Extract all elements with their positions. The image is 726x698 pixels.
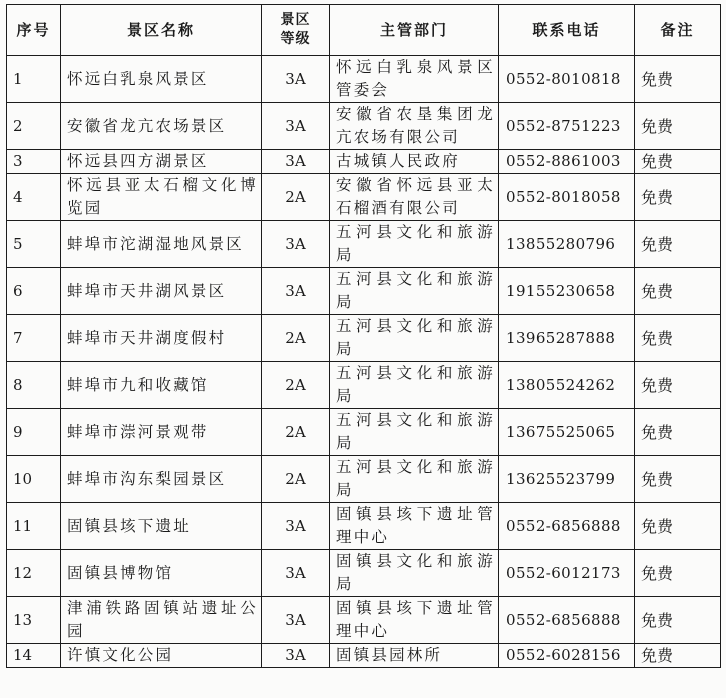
cell-note: 免费 [635, 315, 721, 362]
cell-scenic-name: 津浦铁路固镇站遗址公园 [61, 597, 262, 644]
cell-scenic-name: 固镇县博物馆 [61, 550, 262, 597]
cell-no: 13 [7, 597, 61, 644]
cell-level: 3A [262, 56, 330, 103]
cell-note: 免费 [635, 503, 721, 550]
cell-no: 9 [7, 409, 61, 456]
cell-level: 2A [262, 315, 330, 362]
cell-note: 免费 [635, 409, 721, 456]
header-level-line2: 等级 [280, 31, 311, 47]
cell-no: 5 [7, 221, 61, 268]
table-row [7, 409, 721, 456]
cell-phone: 0552-6012173 [499, 550, 635, 597]
cell-phone: 13855280796 [499, 221, 635, 268]
header-dept: 主管部门 [330, 5, 499, 56]
header-level-line1: 景区 [280, 12, 311, 28]
table-row [7, 56, 721, 103]
cell-department: 安徽省农垦集团龙亢农场有限公司 [330, 103, 499, 150]
cell-phone: 13675525065 [499, 409, 635, 456]
cell-department: 固镇县园林所 [330, 644, 499, 668]
cell-scenic-name: 固镇县垓下遗址 [61, 503, 262, 550]
cell-phone: 0552-6856888 [499, 503, 635, 550]
cell-scenic-name: 怀远县四方湖景区 [61, 150, 262, 174]
cell-note: 免费 [635, 362, 721, 409]
cell-department: 五河县文化和旅游局 [330, 268, 499, 315]
cell-note: 免费 [635, 103, 721, 150]
cell-level: 3A [262, 103, 330, 150]
cell-note: 免费 [635, 150, 721, 174]
cell-no: 7 [7, 315, 61, 362]
cell-scenic-name: 蚌埠市天井湖度假村 [61, 315, 262, 362]
scenic-area-table [6, 4, 721, 668]
cell-department: 五河县文化和旅游局 [330, 221, 499, 268]
cell-phone: 0552-8751223 [499, 103, 635, 150]
cell-no: 1 [7, 56, 61, 103]
table-row [7, 150, 721, 174]
cell-department: 古城镇人民政府 [330, 150, 499, 174]
table-row [7, 550, 721, 597]
cell-department: 固镇县文化和旅游局 [330, 550, 499, 597]
cell-no: 8 [7, 362, 61, 409]
cell-note: 免费 [635, 456, 721, 503]
cell-scenic-name: 怀远白乳泉风景区 [61, 56, 262, 103]
cell-note: 免费 [635, 221, 721, 268]
cell-department: 五河县文化和旅游局 [330, 456, 499, 503]
cell-phone: 0552-6028156 [499, 644, 635, 668]
table-row [7, 268, 721, 315]
cell-note: 免费 [635, 56, 721, 103]
cell-level: 3A [262, 268, 330, 315]
table-row [7, 456, 721, 503]
cell-no: 3 [7, 150, 61, 174]
cell-no: 6 [7, 268, 61, 315]
table-row [7, 503, 721, 550]
cell-level: 3A [262, 597, 330, 644]
cell-department: 五河县文化和旅游局 [330, 315, 499, 362]
cell-level: 2A [262, 456, 330, 503]
cell-note: 免费 [635, 174, 721, 221]
table-row [7, 644, 721, 668]
cell-scenic-name: 蚌埠市天井湖风景区 [61, 268, 262, 315]
cell-scenic-name: 怀远县亚太石榴文化博览园 [61, 174, 262, 221]
cell-department: 五河县文化和旅游局 [330, 362, 499, 409]
cell-note: 免费 [635, 550, 721, 597]
cell-no: 11 [7, 503, 61, 550]
header-name: 景区名称 [61, 5, 262, 56]
cell-phone: 0552-8861003 [499, 150, 635, 174]
cell-phone: 13805524262 [499, 362, 635, 409]
header-no: 序号 [7, 5, 61, 56]
table-row [7, 174, 721, 221]
header-phone: 联系电话 [499, 5, 635, 56]
cell-level: 3A [262, 644, 330, 668]
cell-scenic-name: 蚌埠市沟东梨园景区 [61, 456, 262, 503]
table-header-row [7, 5, 721, 56]
header-level [262, 5, 330, 56]
cell-no: 10 [7, 456, 61, 503]
cell-scenic-name: 许慎文化公园 [61, 644, 262, 668]
cell-department: 怀远白乳泉风景区管委会 [330, 56, 499, 103]
table-row [7, 103, 721, 150]
table-row [7, 221, 721, 268]
cell-phone: 0552-6856888 [499, 597, 635, 644]
cell-no: 2 [7, 103, 61, 150]
header-note: 备注 [635, 5, 721, 56]
table-body [7, 56, 721, 668]
cell-department: 固镇县垓下遗址管理中心 [330, 597, 499, 644]
cell-phone: 13965287888 [499, 315, 635, 362]
table-row [7, 362, 721, 409]
cell-level: 3A [262, 150, 330, 174]
cell-scenic-name: 蚌埠市沱湖湿地风景区 [61, 221, 262, 268]
cell-level: 3A [262, 221, 330, 268]
cell-scenic-name: 蚌埠市九和收藏馆 [61, 362, 262, 409]
table-row [7, 315, 721, 362]
cell-department: 安徽省怀远县亚太石榴酒有限公司 [330, 174, 499, 221]
cell-level: 2A [262, 174, 330, 221]
cell-level: 2A [262, 362, 330, 409]
cell-phone: 13625523799 [499, 456, 635, 503]
cell-note: 免费 [635, 644, 721, 668]
cell-department: 五河县文化和旅游局 [330, 409, 499, 456]
cell-level: 3A [262, 550, 330, 597]
cell-phone: 0552-8018058 [499, 174, 635, 221]
cell-phone: 19155230658 [499, 268, 635, 315]
cell-level: 3A [262, 503, 330, 550]
cell-no: 4 [7, 174, 61, 221]
table-row [7, 597, 721, 644]
cell-note: 免费 [635, 268, 721, 315]
cell-no: 14 [7, 644, 61, 668]
cell-scenic-name: 安徽省龙亢农场景区 [61, 103, 262, 150]
cell-note: 免费 [635, 597, 721, 644]
cell-department: 固镇县垓下遗址管理中心 [330, 503, 499, 550]
cell-no: 12 [7, 550, 61, 597]
cell-level: 2A [262, 409, 330, 456]
cell-phone: 0552-8010818 [499, 56, 635, 103]
cell-scenic-name: 蚌埠市漴河景观带 [61, 409, 262, 456]
